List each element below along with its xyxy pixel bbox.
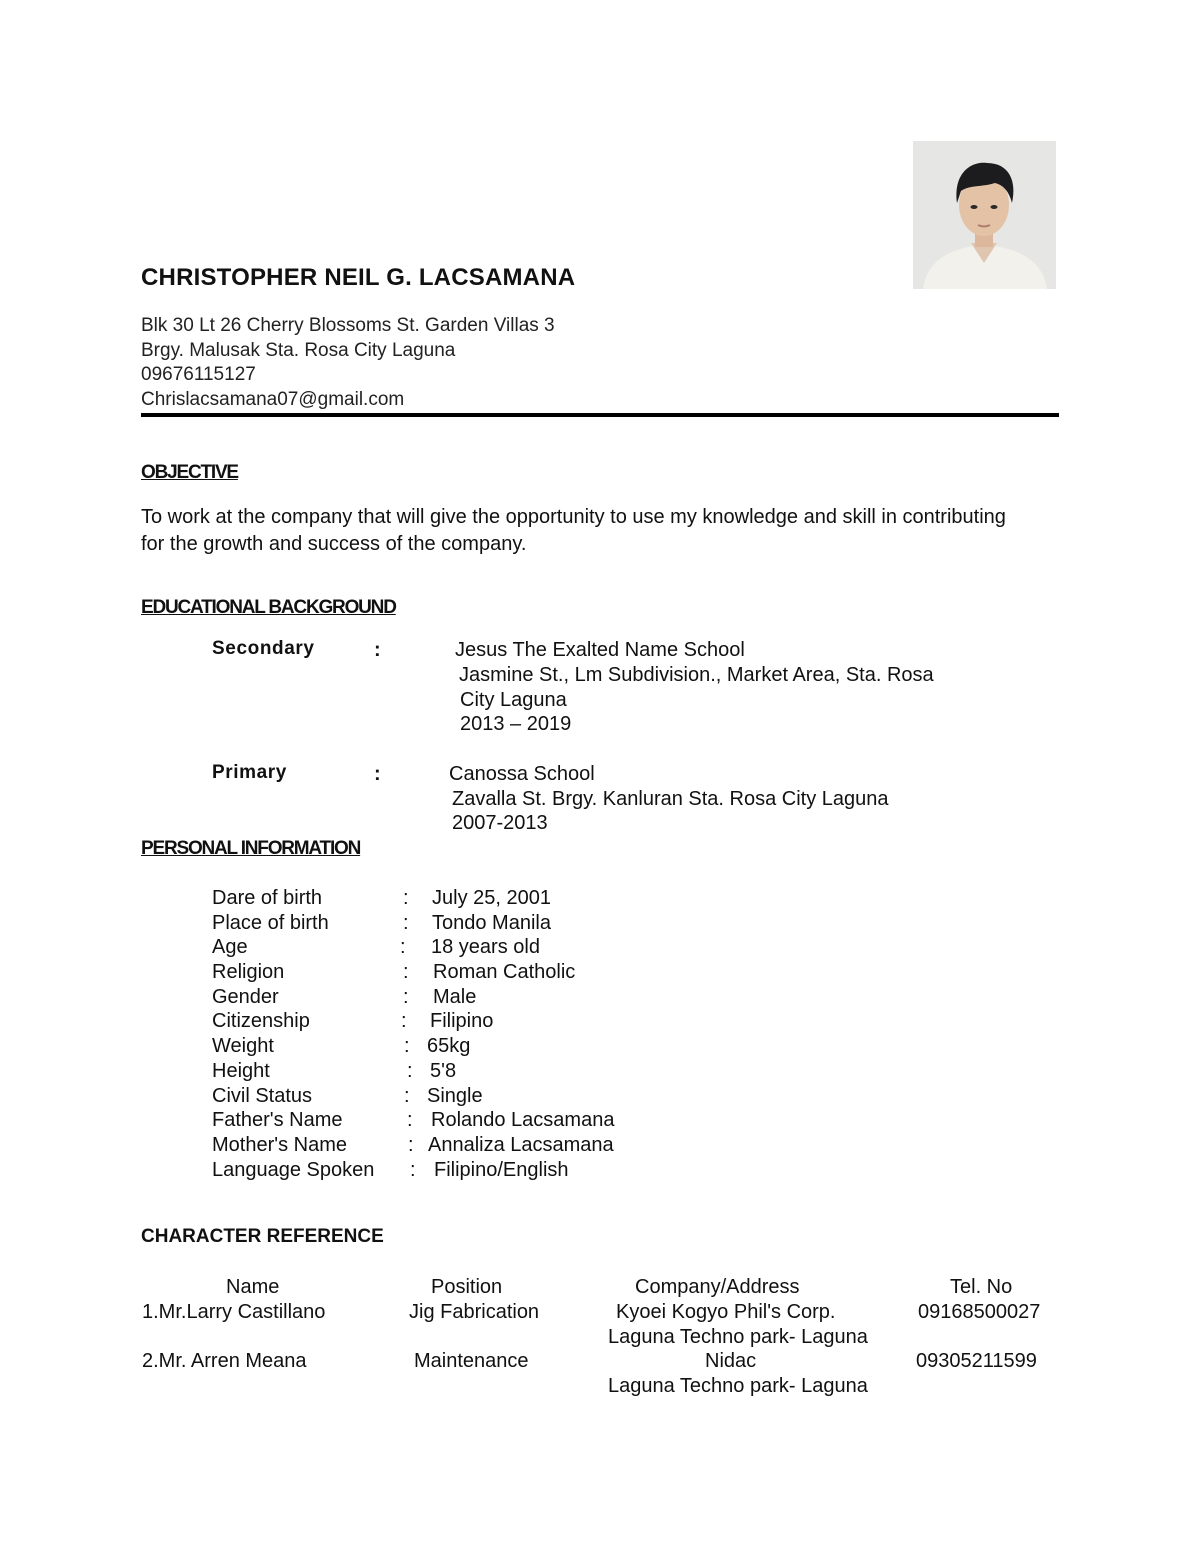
secondary-address-1: Jasmine St., Lm Subdivision., Market Area, Sta. Rosa (459, 664, 934, 686)
personal-row-age (212, 936, 692, 961)
address-line-2: Brgy. Malusak Sta. Rosa City Laguna (141, 340, 456, 361)
phone-number: 09676115127 (141, 364, 256, 385)
personal-label: Gender (212, 985, 279, 1008)
personal-value: Filipino (430, 1010, 494, 1033)
personal-colon: : (407, 1109, 413, 1132)
primary-address: Zavalla St. Brgy. Kanluran Sta. Rosa City Laguna (452, 788, 889, 810)
ref-2-address: Laguna Techno park- Laguna (608, 1375, 868, 1397)
personal-row-height (212, 1060, 692, 1085)
personal-label: Civil Status (212, 1084, 313, 1107)
personal-label: Language Spoken (212, 1158, 375, 1181)
personal-value: July 25, 2001 (432, 887, 551, 909)
personal-colon: : (407, 1059, 413, 1082)
personal-label: Weight (212, 1035, 274, 1058)
ref-col-position: Position (431, 1276, 503, 1298)
ref-1-position: Jig Fabrication (409, 1301, 540, 1323)
personal-info-heading: PERSONAL INFORMATION (141, 838, 361, 859)
person-photo-icon (913, 141, 1056, 289)
secondary-years: 2013 – 2019 (460, 713, 572, 735)
ref-1-company: Kyoei Kogyo Phil's Corp. (616, 1301, 836, 1323)
education-heading: EDUCATIONAL BACKGROUND (141, 597, 396, 618)
email-address: Chrislacsamana07@gmail.com (141, 389, 405, 410)
secondary-colon: : (374, 639, 381, 661)
personal-colon: : (400, 936, 406, 959)
secondary-address-2: City Laguna (460, 689, 567, 711)
ref-1-tel: 09168500027 (918, 1301, 1041, 1323)
personal-label: Religion (212, 961, 285, 984)
personal-colon: : (403, 887, 409, 909)
header-divider (141, 413, 1059, 417)
personal-colon: : (403, 961, 409, 984)
personal-colon: : (404, 1084, 410, 1107)
personal-colon: : (404, 1035, 410, 1058)
personal-label: Place of birth (212, 911, 329, 934)
personal-row-gender (212, 986, 692, 1011)
personal-row-father (212, 1109, 692, 1134)
personal-label: Father's Name (212, 1109, 343, 1132)
primary-school: Canossa School (449, 763, 595, 785)
personal-value: 18 years old (431, 936, 540, 959)
ref-col-name: Name (226, 1276, 280, 1298)
personal-label: Age (212, 936, 248, 959)
personal-colon: : (403, 911, 409, 934)
ref-2-tel: 09305211599 (916, 1350, 1037, 1372)
personal-value: Filipino/English (434, 1158, 569, 1181)
personal-colon: : (408, 1133, 414, 1156)
personal-row-birthdate (212, 887, 692, 912)
ref-2-position: Maintenance (414, 1350, 529, 1372)
reference-heading: CHARACTER REFERENCE (141, 1226, 384, 1247)
personal-label: Height (212, 1059, 270, 1082)
personal-value: 5'8 (430, 1059, 457, 1082)
personal-row-birthplace (212, 912, 692, 937)
personal-row-citizenship (212, 1010, 692, 1035)
secondary-school: Jesus The Exalted Name School (455, 639, 745, 661)
ref-1-address: Laguna Techno park- Laguna (608, 1326, 868, 1348)
ref-col-company: Company/Address (635, 1276, 800, 1298)
objective-heading: OBJECTIVE (141, 462, 238, 483)
personal-row-religion (212, 961, 692, 986)
secondary-label: Secondary (212, 638, 315, 659)
personal-value: Tondo Manila (432, 911, 551, 934)
personal-label: Mother's Name (212, 1133, 347, 1156)
personal-value: Male (433, 985, 477, 1008)
ref-1-name: 1.Mr.Larry Castillano (142, 1301, 326, 1323)
profile-photo (913, 141, 1056, 289)
ref-2-company: Nidac (705, 1350, 757, 1372)
primary-years: 2007-2013 (452, 812, 548, 834)
primary-label: Primary (212, 762, 287, 783)
primary-colon: : (374, 763, 381, 785)
personal-row-weight (212, 1035, 692, 1060)
ref-col-tel: Tel. No (950, 1276, 1013, 1298)
personal-row-language (212, 1159, 692, 1184)
ref-2-name: 2.Mr. Arren Meana (142, 1350, 307, 1372)
personal-info-list (212, 887, 692, 1183)
personal-label: Dare of birth (212, 887, 323, 909)
personal-value: Single (427, 1084, 483, 1107)
personal-row-civil-status (212, 1085, 692, 1110)
personal-row-mother (212, 1134, 692, 1159)
personal-colon: : (401, 1010, 407, 1033)
address-line-1: Blk 30 Lt 26 Cherry Blossoms St. Garden Villas 3 (141, 315, 555, 336)
personal-value: Rolando Lacsamana (431, 1109, 615, 1132)
personal-value: Annaliza Lacsamana (428, 1133, 614, 1156)
personal-label: Citizenship (212, 1010, 310, 1033)
objective-text: To work at the company that will give the opportunity to use my knowledge and skill in contributing for the growth and success of the company. (141, 506, 1006, 555)
personal-colon: : (410, 1158, 416, 1181)
candidate-name: CHRISTOPHER NEIL G. LACSAMANA (141, 264, 576, 291)
personal-value: Roman Catholic (433, 961, 576, 984)
personal-value: 65kg (427, 1035, 471, 1058)
personal-colon: : (403, 985, 409, 1008)
